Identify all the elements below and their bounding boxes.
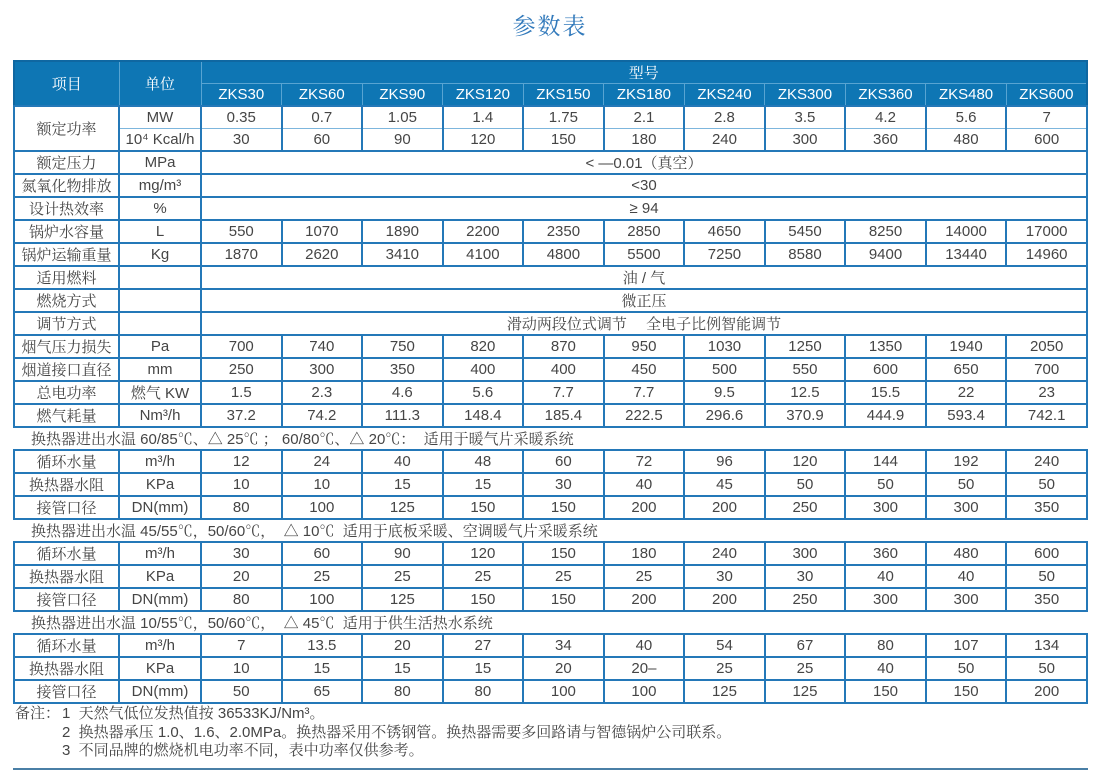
value-cell: 100 (282, 588, 363, 611)
value-cell: 2200 (443, 220, 524, 243)
value-cell: 750 (362, 335, 443, 358)
value-cell: 300 (845, 496, 926, 519)
row-label: 额定压力 (14, 151, 119, 174)
row-unit: 燃气 KW (119, 381, 201, 404)
value-cell: 7 (201, 634, 282, 657)
value-cell: 150 (523, 496, 604, 519)
value-cell: 2050 (1006, 335, 1087, 358)
value-cell: 23 (1006, 381, 1087, 404)
value-cell: 0.7 (282, 106, 363, 128)
value-cell: 600 (1006, 542, 1087, 565)
value-cell: 650 (926, 358, 1007, 381)
value-cell: 222.5 (604, 404, 685, 427)
value-cell: 5500 (604, 243, 685, 266)
table-row (14, 197, 1087, 220)
value-cell: 30 (201, 542, 282, 565)
table-row (14, 381, 1087, 404)
value-cell: 5.6 (926, 106, 1007, 128)
value-cell: 8580 (765, 243, 846, 266)
value-cell: 150 (523, 588, 604, 611)
row-unit: mm (119, 358, 201, 381)
value-cell: 300 (765, 542, 846, 565)
value-cell: 200 (604, 588, 685, 611)
value-cell: 25 (604, 565, 685, 588)
table-row (14, 335, 1087, 358)
row-unit: DN(mm) (119, 680, 201, 703)
row-label: 调节方式 (14, 312, 119, 335)
table-row (14, 657, 1087, 680)
value-cell: 25 (684, 657, 765, 680)
value-cell: 400 (523, 358, 604, 381)
header-model-cell: ZKS150 (523, 84, 604, 107)
value-cell: 500 (684, 358, 765, 381)
value-cell: 240 (684, 128, 765, 150)
value-cell: 150 (523, 128, 604, 150)
value-cell: 80 (201, 588, 282, 611)
value-cell: 3.5 (765, 106, 846, 128)
value-cell: 444.9 (845, 404, 926, 427)
value-cell: 40 (845, 657, 926, 680)
value-cell: 100 (523, 680, 604, 703)
value-cell: 13440 (926, 243, 1007, 266)
value-cell: 13.5 (282, 634, 363, 657)
value-cell: 22 (926, 381, 1007, 404)
row-label: 循环水量 (14, 542, 119, 565)
value-cell: 50 (926, 657, 1007, 680)
value-cell: 370.9 (765, 404, 846, 427)
row-label: 烟道接口直径 (14, 358, 119, 381)
notes-items (62, 705, 1073, 761)
table-row (14, 634, 1087, 657)
value-cell: 1250 (765, 335, 846, 358)
value-cell: 1890 (362, 220, 443, 243)
value-cell: 12.5 (765, 381, 846, 404)
value-cell: 7.7 (604, 381, 685, 404)
value-cell: 9400 (845, 243, 926, 266)
value-cell: 65 (282, 680, 363, 703)
value-cell: 300 (765, 128, 846, 150)
header-model-cell: ZKS240 (684, 84, 765, 107)
value-cell: 185.4 (523, 404, 604, 427)
value-cell: 600 (1006, 128, 1087, 150)
value-cell: 15 (362, 473, 443, 496)
row-label: 接管口径 (14, 680, 119, 703)
row-label: 锅炉水容量 (14, 220, 119, 243)
value-cell: 80 (443, 680, 524, 703)
value-cell: 200 (1006, 680, 1087, 703)
table-row (14, 128, 1087, 150)
value-cell: 15.5 (845, 381, 926, 404)
header-unit: 单位 (119, 61, 201, 106)
section-row (14, 427, 1087, 450)
value-cell: 80 (362, 680, 443, 703)
table-row (14, 680, 1087, 703)
value-cell: 125 (684, 680, 765, 703)
value-cell: 296.6 (684, 404, 765, 427)
value-cell: 125 (362, 588, 443, 611)
value-cell: 550 (765, 358, 846, 381)
value-cell: 1.75 (523, 106, 604, 128)
table-row (14, 174, 1087, 197)
value-cell: 5450 (765, 220, 846, 243)
value-cell: < —0.01（真空） (201, 151, 1087, 174)
value-cell: 67 (765, 634, 846, 657)
value-cell: 2.8 (684, 106, 765, 128)
header-model-cell: ZKS600 (1006, 84, 1087, 107)
value-cell: 200 (684, 496, 765, 519)
header-model-cell: ZKS180 (604, 84, 685, 107)
value-cell: 250 (765, 588, 846, 611)
value-cell: 1870 (201, 243, 282, 266)
value-cell: 144 (845, 450, 926, 473)
value-cell: 54 (684, 634, 765, 657)
value-cell: 600 (845, 358, 926, 381)
header-model-cell: ZKS300 (765, 84, 846, 107)
value-cell: 250 (201, 358, 282, 381)
value-cell: 450 (604, 358, 685, 381)
value-cell: 8250 (845, 220, 926, 243)
row-unit: 10⁴ Kcal/h (119, 128, 201, 150)
value-cell: 30 (684, 565, 765, 588)
row-unit (119, 289, 201, 312)
value-cell: 250 (765, 496, 846, 519)
value-cell: 1350 (845, 335, 926, 358)
row-unit: m³/h (119, 634, 201, 657)
value-cell: 950 (604, 335, 685, 358)
table-row (14, 588, 1087, 611)
value-cell: 20 (362, 634, 443, 657)
value-cell: 100 (282, 496, 363, 519)
page-title: 参数表 (512, 13, 588, 39)
value-cell: 25 (765, 657, 846, 680)
value-cell: 742.1 (1006, 404, 1087, 427)
row-label: 循环水量 (14, 450, 119, 473)
row-unit: DN(mm) (119, 496, 201, 519)
value-cell: 15 (443, 657, 524, 680)
section-row (14, 519, 1087, 542)
row-unit: KPa (119, 473, 201, 496)
table-row (14, 106, 1087, 128)
value-cell: 30 (201, 128, 282, 150)
value-cell: 240 (1006, 450, 1087, 473)
row-label: 换热器水阻 (14, 657, 119, 680)
row-unit: Pa (119, 335, 201, 358)
value-cell: 24 (282, 450, 363, 473)
value-cell: 820 (443, 335, 524, 358)
value-cell: 15 (362, 657, 443, 680)
header-model-cell: ZKS90 (362, 84, 443, 107)
row-unit: m³/h (119, 542, 201, 565)
table-header (14, 61, 1087, 106)
value-cell: 90 (362, 128, 443, 150)
row-unit: m³/h (119, 450, 201, 473)
value-cell: 350 (1006, 496, 1087, 519)
value-cell: 111.3 (362, 404, 443, 427)
value-cell: 40 (604, 473, 685, 496)
value-cell: 12 (201, 450, 282, 473)
value-cell: 50 (765, 473, 846, 496)
note-line: 2 换热器承压 1.0、1.6、2.0MPa。换热器采用不锈钢管。换热器需要多回路请与智德锅炉公司联系。 (62, 723, 732, 741)
value-cell: 微正压 (201, 289, 1087, 312)
value-cell: 107 (926, 634, 1007, 657)
value-cell: 50 (201, 680, 282, 703)
row-unit: MW (119, 106, 201, 128)
row-label: 锅炉运输重量 (14, 243, 119, 266)
header-group-row (14, 61, 1087, 84)
table-row (14, 565, 1087, 588)
row-label: 氮氧化物排放 (14, 174, 119, 197)
header-model-group: 型号 (201, 61, 1087, 84)
value-cell: 593.4 (926, 404, 1007, 427)
value-cell: 300 (845, 588, 926, 611)
value-cell: 200 (604, 496, 685, 519)
row-label: 接管口径 (14, 496, 119, 519)
table-row (14, 312, 1087, 335)
table-row (14, 496, 1087, 519)
value-cell: 2.3 (282, 381, 363, 404)
value-cell: 180 (604, 542, 685, 565)
value-cell: 37.2 (201, 404, 282, 427)
value-cell: 5.6 (443, 381, 524, 404)
value-cell: 滑动两段位式调节 全电子比例智能调节 (201, 312, 1087, 335)
value-cell: 40 (362, 450, 443, 473)
value-cell: 360 (845, 542, 926, 565)
table-row (14, 404, 1087, 427)
notes (13, 705, 1073, 761)
value-cell: 4800 (523, 243, 604, 266)
value-cell: 240 (684, 542, 765, 565)
value-cell: 4650 (684, 220, 765, 243)
value-cell: 134 (1006, 634, 1087, 657)
value-cell: 96 (684, 450, 765, 473)
value-cell: 50 (1006, 565, 1087, 588)
value-cell: 7.7 (523, 381, 604, 404)
value-cell: 7250 (684, 243, 765, 266)
section-label: 换热器进出水温 60/85℃、△ 25℃ ； 60/80℃、△ 20℃： 适用于暖气片采暖系统 (14, 427, 1087, 450)
value-cell: 40 (926, 565, 1007, 588)
value-cell: 870 (523, 335, 604, 358)
header-model-cell: ZKS480 (926, 84, 1007, 107)
row-label: 总电功率 (14, 381, 119, 404)
row-unit: % (119, 197, 201, 220)
value-cell: 4.6 (362, 381, 443, 404)
value-cell: 192 (926, 450, 1007, 473)
value-cell: 120 (443, 542, 524, 565)
value-cell: 700 (1006, 358, 1087, 381)
table-row (14, 243, 1087, 266)
table-row (14, 450, 1087, 473)
row-label: 换热器水阻 (14, 473, 119, 496)
value-cell: 480 (926, 542, 1007, 565)
value-cell: 550 (201, 220, 282, 243)
value-cell: 150 (845, 680, 926, 703)
value-cell: 50 (1006, 657, 1087, 680)
row-label: 适用燃料 (14, 266, 119, 289)
section-label: 换热器进出水温 10/55℃，50/60℃， △ 45℃ 适用于供生活热水系统 (14, 611, 1087, 634)
row-unit: L (119, 220, 201, 243)
row-label: 燃烧方式 (14, 289, 119, 312)
table-row (14, 473, 1087, 496)
value-cell: 1940 (926, 335, 1007, 358)
row-unit: MPa (119, 151, 201, 174)
value-cell: 100 (604, 680, 685, 703)
value-cell: 14000 (926, 220, 1007, 243)
value-cell: 300 (926, 588, 1007, 611)
value-cell: 40 (845, 565, 926, 588)
value-cell: 油 / 气 (201, 266, 1087, 289)
value-cell: 20– (604, 657, 685, 680)
value-cell: 72 (604, 450, 685, 473)
value-cell: 25 (523, 565, 604, 588)
value-cell: <30 (201, 174, 1087, 197)
value-cell: 150 (523, 542, 604, 565)
notes-label: 备注： (15, 705, 61, 722)
value-cell: 17000 (1006, 220, 1087, 243)
value-cell: 150 (443, 496, 524, 519)
value-cell: 120 (765, 450, 846, 473)
value-cell: 4100 (443, 243, 524, 266)
row-unit (119, 266, 201, 289)
value-cell: 1.4 (443, 106, 524, 128)
row-unit: Nm³/h (119, 404, 201, 427)
value-cell: 48 (443, 450, 524, 473)
row-label: 换热器水阻 (14, 565, 119, 588)
table-row (14, 220, 1087, 243)
value-cell: 150 (443, 588, 524, 611)
value-cell: 7 (1006, 106, 1087, 128)
value-cell: 20 (201, 565, 282, 588)
value-cell: 300 (282, 358, 363, 381)
value-cell: 80 (845, 634, 926, 657)
value-cell: 740 (282, 335, 363, 358)
row-unit: mg/m³ (119, 174, 201, 197)
value-cell: 50 (845, 473, 926, 496)
bottom-divider (13, 768, 1088, 770)
table-row (14, 266, 1087, 289)
header-model-cell: ZKS30 (201, 84, 282, 107)
parameters-table-body (14, 106, 1087, 703)
row-label: 额定功率 (14, 106, 119, 151)
value-cell: 120 (443, 128, 524, 150)
value-cell: 30 (765, 565, 846, 588)
value-cell: 350 (1006, 588, 1087, 611)
value-cell: 30 (523, 473, 604, 496)
header-model-cell: ZKS60 (282, 84, 363, 107)
value-cell: 400 (443, 358, 524, 381)
value-cell: 10 (282, 473, 363, 496)
row-label: 烟气压力损失 (14, 335, 119, 358)
note-line: 1 天然气低位发热值按 36533KJ/Nm³。 (62, 705, 325, 722)
value-cell: 180 (604, 128, 685, 150)
header-model-cell: ZKS120 (443, 84, 524, 107)
value-cell: 20 (523, 657, 604, 680)
row-unit: Kg (119, 243, 201, 266)
value-cell: 60 (282, 542, 363, 565)
value-cell: 34 (523, 634, 604, 657)
row-unit: KPa (119, 657, 201, 680)
value-cell: 90 (362, 542, 443, 565)
value-cell: 80 (201, 496, 282, 519)
value-cell: 3410 (362, 243, 443, 266)
value-cell: 40 (604, 634, 685, 657)
header-item: 项目 (14, 61, 119, 106)
value-cell: 60 (523, 450, 604, 473)
value-cell: 1030 (684, 335, 765, 358)
value-cell: 2350 (523, 220, 604, 243)
row-unit (119, 312, 201, 335)
value-cell: 200 (684, 588, 765, 611)
note-line: 3 不同品牌的燃烧机电功率不同，表中功率仅供参考。 (62, 742, 424, 759)
value-cell: 350 (362, 358, 443, 381)
value-cell: 150 (926, 680, 1007, 703)
section-label: 换热器进出水温 45/55℃，50/60℃， △ 10℃ 适用于底板采暖、空调暖气片采暖系统 (14, 519, 1087, 542)
value-cell: 2620 (282, 243, 363, 266)
table-row (14, 289, 1087, 312)
value-cell: 148.4 (443, 404, 524, 427)
value-cell: 74.2 (282, 404, 363, 427)
value-cell: 9.5 (684, 381, 765, 404)
value-cell: 10 (201, 657, 282, 680)
value-cell: 1.5 (201, 381, 282, 404)
value-cell: 15 (443, 473, 524, 496)
value-cell: 125 (765, 680, 846, 703)
table-row (14, 151, 1087, 174)
value-cell: 4.2 (845, 106, 926, 128)
value-cell: 125 (362, 496, 443, 519)
value-cell: 10 (201, 473, 282, 496)
header-model-cell: ZKS360 (845, 84, 926, 107)
value-cell: 60 (282, 128, 363, 150)
value-cell: 2850 (604, 220, 685, 243)
value-cell: ≥ 94 (201, 197, 1087, 220)
value-cell: 25 (443, 565, 524, 588)
value-cell: 15 (282, 657, 363, 680)
value-cell: 480 (926, 128, 1007, 150)
table-row (14, 542, 1087, 565)
value-cell: 2.1 (604, 106, 685, 128)
row-label: 燃气耗量 (14, 404, 119, 427)
value-cell: 0.35 (201, 106, 282, 128)
parameters-table (13, 60, 1088, 704)
value-cell: 50 (926, 473, 1007, 496)
row-unit: KPa (119, 565, 201, 588)
value-cell: 1.05 (362, 106, 443, 128)
row-label: 循环水量 (14, 634, 119, 657)
value-cell: 50 (1006, 473, 1087, 496)
value-cell: 25 (282, 565, 363, 588)
value-cell: 300 (926, 496, 1007, 519)
value-cell: 14960 (1006, 243, 1087, 266)
table-row (14, 358, 1087, 381)
row-label: 接管口径 (14, 588, 119, 611)
value-cell: 27 (443, 634, 524, 657)
value-cell: 45 (684, 473, 765, 496)
value-cell: 360 (845, 128, 926, 150)
row-unit: DN(mm) (119, 588, 201, 611)
section-row (14, 611, 1087, 634)
row-label: 设计热效率 (14, 197, 119, 220)
value-cell: 25 (362, 565, 443, 588)
value-cell: 1070 (282, 220, 363, 243)
value-cell: 700 (201, 335, 282, 358)
